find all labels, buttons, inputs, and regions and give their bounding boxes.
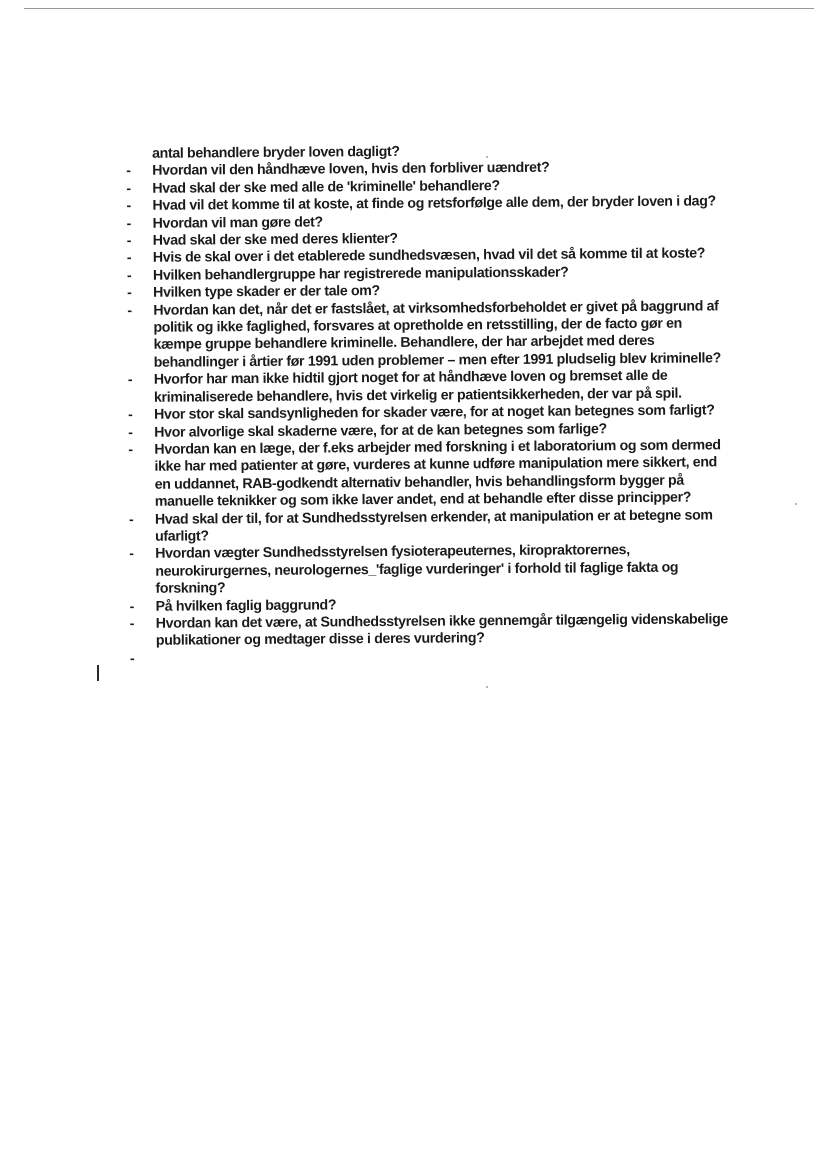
bullet-dash: - — [129, 598, 135, 615]
bullet-dash: - — [126, 198, 131, 215]
question-text: Hvordan vil den håndhæve loven, hvis den forbliver uændret? — [152, 160, 550, 180]
question-text: Hvordan kan en læge, der f.eks arbejder med forskning i et laboratorium og som dermed ikke har med patienter at gøre, vurderes at kunne udføre manipulation mere sikkert, end en uddannet, RAB-godkendt alternativ behandler, hvis behandlingsform bygger på manuelle teknikker og som ikke laver andet, end at behandle efter disse principper? — [154, 437, 721, 510]
question-item — [127, 298, 728, 372]
bullet-dash: - — [127, 285, 132, 302]
question-text: Hvad skal der ske med alle de 'kriminelle' behandlere? — [152, 177, 500, 197]
question-text: Hvilken behandlergruppe har registrerede manipulationsskader? — [152, 264, 569, 284]
question-text: Hvad skal der til, for at Sundhedsstyrelsen erkender, at manipulation er at betegne som ufarligt? — [154, 506, 713, 545]
question-item — [128, 437, 729, 511]
bullet-dash: - — [126, 232, 132, 250]
question-text: Hvordan kan det, når det er fastslået, at virksomhedsforbeholdet er givet på baggrund af politik og ikke faglighed, forsvares at opretholde en retsstilling, der de facto gør en kæmpe gruppe behandlere kriminelle. Behandlere, der har arbejdet med deres behandlinger i årtier før 1991 uden problemer – men efter 1991 pludselig blev kriminelle? — [153, 298, 722, 371]
question-text: Hvordan kan det være, at Sundhedsstyrelsen ikke gennemgår tilgængelig videnskabelige publikationer og medtager disse i deres vurdering? — [155, 611, 728, 650]
bullet-dash: - — [126, 250, 132, 267]
bullet-dash: - — [128, 511, 134, 528]
scan-top-rule — [24, 8, 814, 9]
bullet-dash: - — [128, 407, 133, 424]
bullet-dash: - — [128, 441, 133, 458]
bullet-dash: - — [129, 615, 135, 632]
question-text: Hvordan vægter Sundhedsstyrelsen fysioterapeuternes, kiropraktorernes, neurokirurgernes, neurologernes_'faglige vurderinger' i forhold til faglige fakta og forskning? — [155, 542, 679, 597]
question-text: På hvilken faglig baggrund? — [155, 596, 337, 615]
question-item — [130, 646, 730, 668]
margin-mark — [97, 665, 99, 681]
bullet-dash: - — [126, 163, 131, 180]
question-item — [130, 611, 730, 651]
question-text: Hvordan vil man gøre det? — [152, 214, 323, 232]
question-list — [126, 159, 730, 668]
bullet-dash: - — [129, 546, 134, 563]
bullet-dash: - — [126, 180, 131, 197]
bullet-dash: - — [126, 215, 132, 232]
question-text: Hvad skal der ske med deres klienter? — [152, 230, 398, 249]
question-item — [128, 368, 728, 408]
question-text: Hvis de skal over i det etablerede sundhedsvæsen, hvad vil det så komme til at koste? — [152, 245, 706, 267]
question-text: Hvilken type skader er der tale om? — [153, 283, 380, 302]
question-text: Hvad vil det komme til at koste, at finde og retsforfølge alle dem, der bryder loven i dag? — [152, 193, 716, 215]
bullet-dash: - — [129, 650, 135, 667]
bullet-dash: - — [128, 424, 133, 441]
question-text: Hvor alvorlige skal skaderne være, for at de kan betegnes som farlige? — [154, 420, 607, 441]
question-text: Hvor stor skal sandsynligheden for skader være, for at noget kan betegnes som farligt? — [154, 402, 715, 423]
lead-line: antal behandlere bryder loven dagligt? — [151, 143, 400, 162]
scan-speck — [486, 686, 488, 688]
bullet-dash: - — [127, 372, 133, 389]
scan-speck — [795, 503, 797, 505]
question-item — [129, 542, 729, 599]
document-body — [126, 141, 730, 668]
bullet-dash: - — [127, 302, 132, 319]
question-item — [129, 507, 729, 547]
bullet-dash: - — [126, 267, 132, 284]
question-text: Hvorfor har man ikke hidtil gjort noget for at håndhæve loven og bremset alle de kriminaliserede behandlere, hvis det virkelig er patientsikkerheden, der var på spil. — [153, 368, 682, 406]
